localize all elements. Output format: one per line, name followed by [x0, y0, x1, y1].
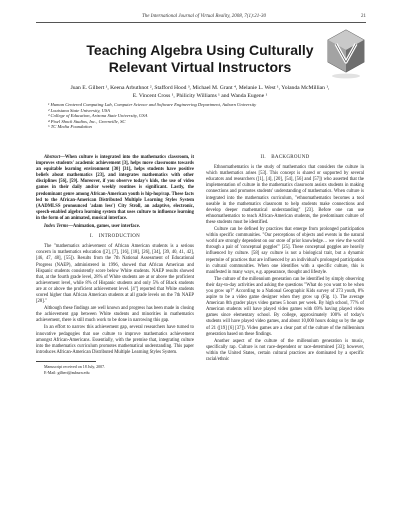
index-terms [36, 224, 194, 230]
intro-paragraph: Although these findings are well known and progress has been made in closing the achievement gap between White students and minorities in mathematics achievement, there is still much work to be done in narrowing this gap. [36, 306, 194, 324]
footnote-email: E-Mail: gilbert@auburn.edu [44, 369, 90, 375]
title-line: Relevant Virtual Instructors [108, 59, 292, 75]
abstract-text: —When culture is integrated into the mathematics classroom, it improves students' academic achievement [3], helps move classrooms towards an equitable learning environment [30] [31], helps students have positive beliefs about mathematics [23], and integrates mathematics with other disciplines [56], [59]. Moreover, if you observe today's kids, the use of video games in their daily and/or weekly routines is significant. Lastly, the predominant genre among African-American youth is hip-hop/rap. These facts led to the African-American Distributed Multiple Learning Styles System (AADMLSS pronounced 'adam less') City Stroll, an adaptive, electronic, speech-enabled algebra learning system that uses culture to influence learning in the form of an animated, musical interface. [36, 155, 194, 221]
background-paragraph: Ethnomathematics is the study of mathematics that considers the culture in which mathematics arises [53]. This concept is shared or supported by several educators and researchers ([1], [4], [20], [54], [56] and [57]) who asserted that the implementation of culture in the mathematics classroom assists students in making connections and promotes students' understanding of mathematics. When culture is integrated into the mathematics curriculum, "ethnomathematics becomes a tool useable in the mathematics classroom to help students make connections and develop deeper mathematical understanding" [23]. Before one can use ethnomathematics to teach African-American students, the predominant culture of these students must be identified. [206, 165, 364, 225]
page-number: 21 [361, 14, 366, 19]
author-line: E. Vincent Cross ¹, Philicity Williams ¹ and Wanda Eugene ¹ [132, 93, 268, 99]
affiliation-list [48, 102, 348, 130]
journal-header: The International Journal of Virtual Reality, 2008, 7(1):21-30 [142, 14, 266, 19]
left-column [36, 155, 194, 376]
abstract-label: Abstract [44, 155, 61, 160]
affiliation: ⁴ Pixel Shock Studios, Inc., Greenville, SC [48, 118, 126, 124]
affiliation: ¹ Human Centered Computing Lab, Computer Science and Software Engineering Department, Auburn University [48, 102, 257, 107]
header-rule [36, 22, 366, 23]
abstract [36, 155, 194, 222]
footnote-received: Manuscript received on 18 July, 2007. [44, 363, 106, 369]
affiliation: ² Louisiana State University, USA [48, 107, 110, 113]
paper-title [60, 42, 340, 76]
background-paragraph: The culture of the millennium generation can be identified by simply observing their day-to-day activities and asking the questions "What do you want to be when you grow up?" According to a National Geographic Kids survey of 273 youth, 8% aspire to be a video game designer when they grow up (Fig. 1). The average American 8th grader plays video games 5 hours per week. By high school, 77% of American students will have played video games with 69% having played video games since elementary school. By college, approximately 100% of today's students will have played video games, and about 10,000 hours doing so by the age of 21 ([19] [6] [37]). Video games are a clear part of the culture of the millennium generation based on these findings. [206, 276, 364, 337]
index-terms-label: Index Terms [44, 224, 69, 230]
title-line: Teaching Algebra Using Culturally [86, 42, 314, 58]
affiliation: ⁵ TC Media Foundation [48, 124, 92, 130]
right-column [206, 155, 364, 364]
index-terms-text: —Animation, games, user interface. [68, 224, 140, 230]
background-paragraph: Another aspect of the culture of the millennium generation is music, specifically rap. Culture is not race-dependent or race-determined [33]; however, within the United States, certain cultural practices are dominated by a specific racial/ethnic [206, 338, 364, 362]
section-heading-introduction: I. INTRODUCTION [89, 234, 141, 240]
intro-paragraph: The "mathematics achievement of African American students is a serious concern in mathematics education ([2], [7], [16], [18], [26], [34], [39, 40, 41, 42], [46, 47, 48], [55]). Results from the 7th National Assessment of Educational Progress (NAEP), administered in 1996, showed that African American and Hispanic students consistently score below White students. NAEP results showed that, at the fourth grade level, 28% of White students are at or above the proficient achievement level, while 8% of Hispanic students and only 5% of Black students are at or above the proficient achievement level. [4"] reported that White students scored higher than African American students at all grade levels on the 7th NAEP [28]." [36, 244, 194, 305]
author-list [40, 84, 360, 100]
background-paragraph: Culture can be defined by practices that emerge from prolonged participation within specific communities. "Our perceptions of objects and events in the natural world are strongly dependent on our store of prior knowledge… we view the world through a pair of 'conceptual goggles'" [25]. These conceptual goggles are heavily influenced by culture. [58] say culture is not a biological trait, but a dynamic repertoire of practices that are influenced by an individual's prolonged participation in cultural communities. When one identifies with a specific culture, this is manifested in many ways, e.g. appearance, thought and lifestyle. [206, 227, 364, 275]
intro-paragraph: In an effort to narrow this achievement gap, several researchers have turned to innovative pedagogies that use culture to improve mathematics achievement amongst African-Americans. Essentially, with the premise that, integrating culture into the mathematics curriculum promotes mathematical understanding. This paper introduces African-American Distributed Multiple Learning Styles System. [36, 325, 194, 355]
footnote-rule [36, 361, 96, 362]
author-line: Juan E. Gilbert ¹, Keena Arbuthnot ², Stafford Hood ³, Michael M. Grant ⁴, Melanie L. West ¹, Yolanda McMillian ¹, [70, 85, 330, 91]
journal-logo-icon [326, 28, 366, 80]
affiliation: ³ College of Education, Arizona State University, USA [48, 113, 148, 119]
section-heading-background: II. BACKGROUND [260, 155, 310, 160]
